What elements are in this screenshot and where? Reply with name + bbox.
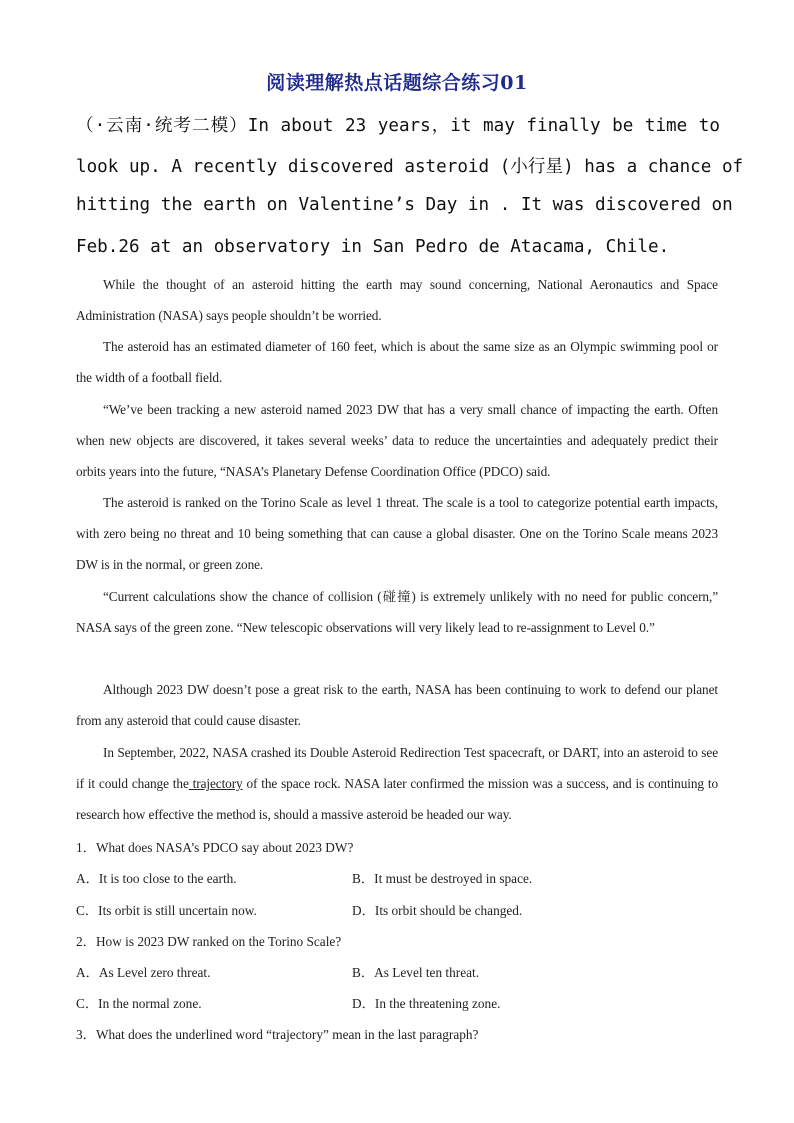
paragraph-6: Although 2023 DW doesn’t pose a great risk to the earth, NASA has been continuing to work to defend our planet from any asteroid that could cause disaster. bbox=[76, 682, 718, 729]
paragraph-7-text-after: of the space rock. NASA later confirmed the mission was a success, and is continuing to research how effective the method is, should a massive asteroid be headed our way. bbox=[76, 776, 718, 823]
question-1-stem: 1．What does NASA’s PDCO say about 2023 DW? bbox=[76, 840, 354, 855]
paragraph-1: While the thought of an asteroid hitting the earth may sound concerning, National Aeronautics and Space Administration (NASA) says people shouldn’t be worried. bbox=[76, 277, 718, 324]
question-1-option-c: C．Its orbit is still uncertain now. bbox=[76, 903, 257, 918]
lead-line-1: （·云南·统考二模）In about 23 years，it may finally be time to bbox=[76, 116, 720, 136]
question-1-option-a: A．It is too close to the earth. bbox=[76, 871, 237, 886]
paragraph-4: The asteroid is ranked on the Torino Scale as level 1 threat. The scale is a tool to categorize potential earth impacts, with zero being no threat and 10 being something that can cause a global disaster. One on the Torino Scale means 2023 DW is in the normal, or green zone. bbox=[76, 495, 718, 573]
lead-line-4: Feb.26 at an observatory in San Pedro de Atacama, Chile. bbox=[76, 237, 670, 257]
question-2-option-b: B．As Level ten threat. bbox=[352, 965, 480, 980]
question-2-stem: 2．How is 2023 DW ranked on the Torino Scale? bbox=[76, 934, 342, 949]
paragraph-3: “We’ve been tracking a new asteroid named 2023 DW that has a very small chance of impacting the earth. Often when new objects are discovered, it takes several weeks’ data to reduce the uncertainties and adequately predict their orbits years into the future, “NASA’s Planetary Defense Coordination Office (PDCO) said. bbox=[76, 402, 718, 480]
question-3-stem: 3．What does the underlined word “trajectory” mean in the last paragraph? bbox=[76, 1027, 479, 1042]
question-2-option-a: A．As Level zero threat. bbox=[76, 965, 211, 980]
question-2-option-c: C．In the normal zone. bbox=[76, 996, 202, 1011]
lead-line-2: look up. A recently discovered asteroid (小行星) has a chance of bbox=[76, 157, 744, 177]
underlined-word-trajectory: trajectory bbox=[188, 776, 243, 792]
paragraph-7-text-before: In September, 2022, NASA crashed its Double Asteroid Redirection Test spacecraft, or DART, into an asteroid to see if it could change the bbox=[76, 745, 718, 792]
lead-line-3: hitting the earth on Valentine’s Day in . It was discovered on bbox=[76, 195, 733, 215]
paragraph-2: The asteroid has an estimated diameter of 160 feet, which is about the same size as an Olympic swimming pool or the width of a football field. bbox=[76, 339, 718, 386]
question-2-option-d: D．In the threatening zone. bbox=[352, 996, 501, 1011]
paragraph-5: “Current calculations show the chance of collision (碰撞) is extremely unlikely with no need for public concern,” NASA says of the green zone. “New telescopic observations will very likely lead to re-assignment to Level 0.” bbox=[76, 589, 718, 636]
page-title: 阅读理解热点话题综合练习01 bbox=[266, 72, 528, 94]
paragraph-7 bbox=[76, 737, 718, 831]
question-1-option-b: B．It must be destroyed in space. bbox=[352, 871, 533, 886]
question-1-option-d: D．Its orbit should be changed. bbox=[352, 903, 523, 918]
